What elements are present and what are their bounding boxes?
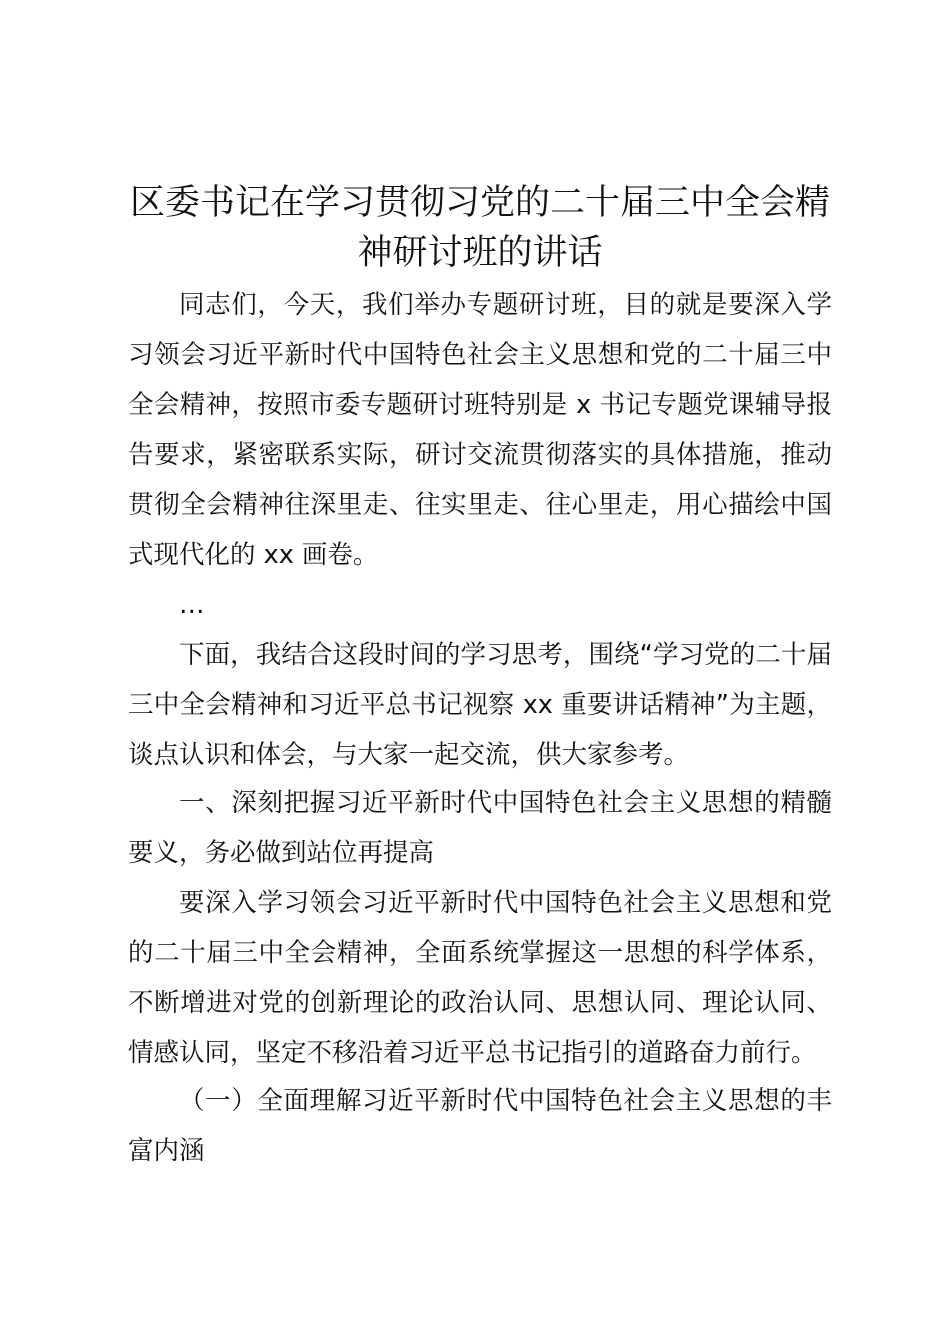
paragraph-ellipsis: …: [179, 590, 205, 620]
paragraph-section-1: 要深入学习领会习近平新时代中国特色社会主义思想和党的二十届三中全会精神，全面系统掌握这一思想的科学体系，不断增进对党的创新理论的政治认同、思想认同、理论认同、情感认同，坚定不移沿着习近平总书记指引的道路奋力前行。: [128, 888, 832, 1068]
subsection-heading-1: （一）全面理解习近平新时代中国特色社会主义思想的丰富内涵: [128, 1086, 832, 1166]
document-title: 区委书记在学习贯彻习党的二十届三中全会精神研讨班的讲话: [129, 183, 830, 273]
section-heading-1: 一、深刻把握习近平新时代中国特色社会主义思想的精髓要义，务必做到站位再提高: [128, 788, 832, 868]
paragraph-intro: 下面，我结合这段时间的学习思考，围绕“学习党的二十届三中全会精神和习近平总书记视察 xx 重要讲话精神”为主题，谈点认识和体会，与大家一起交流，供大家参考。: [128, 640, 832, 770]
paragraph-opening: 同志们，今天，我们举办专题研讨班，目的就是要深入学习领会习近平新时代中国特色社会主义思想和党的二十届三中全会精神，按照市委专题研讨班特别是 x 书记专题党课辅导报告要求，紧密联系实际，研讨交流贯彻落实的具体措施，推动贯彻全会精神往深里走、往实里走、往心里走，用心描绘中国式现代化的 xx 画卷。: [128, 290, 832, 570]
